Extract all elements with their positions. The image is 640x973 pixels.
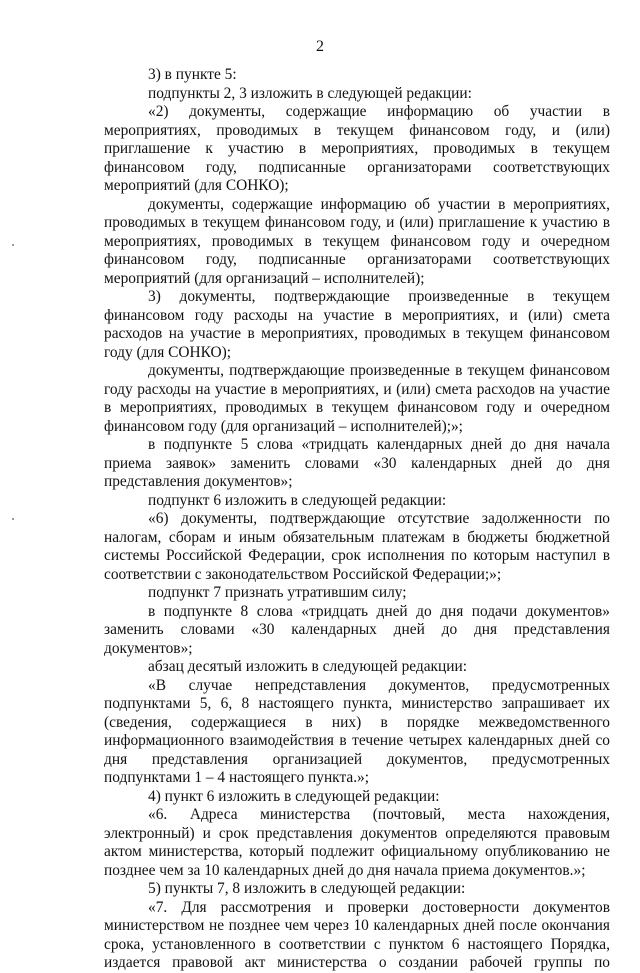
paragraph: в подпункте 8 слова «тридцать дней до дня подачи документов» заменить словами «30 календарных дней до дня представления документов»; <box>104 602 610 657</box>
paragraph: «6. Адреса министерства (почтовый, места нахождения, электронный) и срок представления документов определяются правовым актом министерства, который подлежит официальному опубликованию не позднее чем за 10 календарных дней до дня начала приема документов.»; <box>104 806 610 879</box>
paragraph: подпункты 2, 3 изложить в следующей редакции: <box>148 84 472 102</box>
paragraph: 5) пункты 7, 8 изложить в следующей редакции: <box>148 880 466 897</box>
paragraph: в подпункте 5 слова «тридцать календарных дней до дня начала приема заявок» заменить словами «30 календарных дней до дня представления документов»; <box>104 436 610 490</box>
paragraph: документы, подтверждающие произведенные в текущем финансовом году расходы на участие в мероприятиях, и (или) смета расходов на участие в мероприятиях, проводимых в текущем финансовом году и очередном финансовом году (для организаций – исполнителей);»; <box>104 362 610 435</box>
paragraph: «2) документы, содержащие информацию об участии в мероприятиях, проводимых в текущем финансовом году, и (или) приглашение к участию в мероприятиях, проводимых в текущем финансовом году, подписанные организаторами соответствующих мероприятий (для СОНКО); <box>104 103 610 194</box>
paragraph: «6) документы, подтверждающие отсутствие задолженности по налогам, сборам и иным обязательным платежам в бюджеты бюджетной системы Российской Федерации, срок исполнения по которым наступил в соответствии с законодательством Российской Федерации;»; <box>104 510 610 583</box>
paragraph: «7. Для рассмотрения и проверки достоверности документов министерством не позднее чем через 10 календарных дней после окончания срока, установленного в соответствии с пунктом 6 настоящего Порядка, издается правовой акт министерства о создании рабочей группы по <box>104 898 610 971</box>
scan-mark <box>12 518 14 520</box>
paragraph: «В случае непредставления документов, предусмотренных подпунктами 5, 6, 8 настоящего пункта, министерство запрашивает их (сведения, содержащиеся в них) в порядке межведомственного информационного взаимодействия в течение четырех календарных дней со дня представления организацией документов, предусмотренных подпунктами 1 – 4 настоящего пункта.»; <box>104 676 610 786</box>
scan-mark <box>12 244 14 246</box>
paragraph: 3) документы, подтверждающие произведенные в текущем финансовом году расходы на участие в мероприятиях, и (или) смета расходов на участие в мероприятиях, проводимых в текущем финансовом году (для СОНКО); <box>104 288 610 361</box>
document-body <box>104 66 610 973</box>
paragraph: подпункт 7 признать утратившим силу; <box>148 584 407 601</box>
paragraph: абзац десятый изложить в следующей редакции: <box>148 658 468 675</box>
paragraph: подпункт 6 изложить в следующей редакции: <box>148 491 447 509</box>
page-number: 2 <box>316 38 324 55</box>
paragraph: документы, содержащие информацию об участии в мероприятиях, проводимых в текущем финансовом году, и (или) приглашение к участию в мероприятиях, проводимых в текущем финансовом году и очередном финансовом году, подписанные организаторами соответствующих мероприятий (для организаций – исполнителей); <box>104 195 610 287</box>
paragraph: 4) пункт 6 изложить в следующей редакции: <box>148 787 440 805</box>
paragraph: 3) в пункте 5: <box>148 66 237 83</box>
